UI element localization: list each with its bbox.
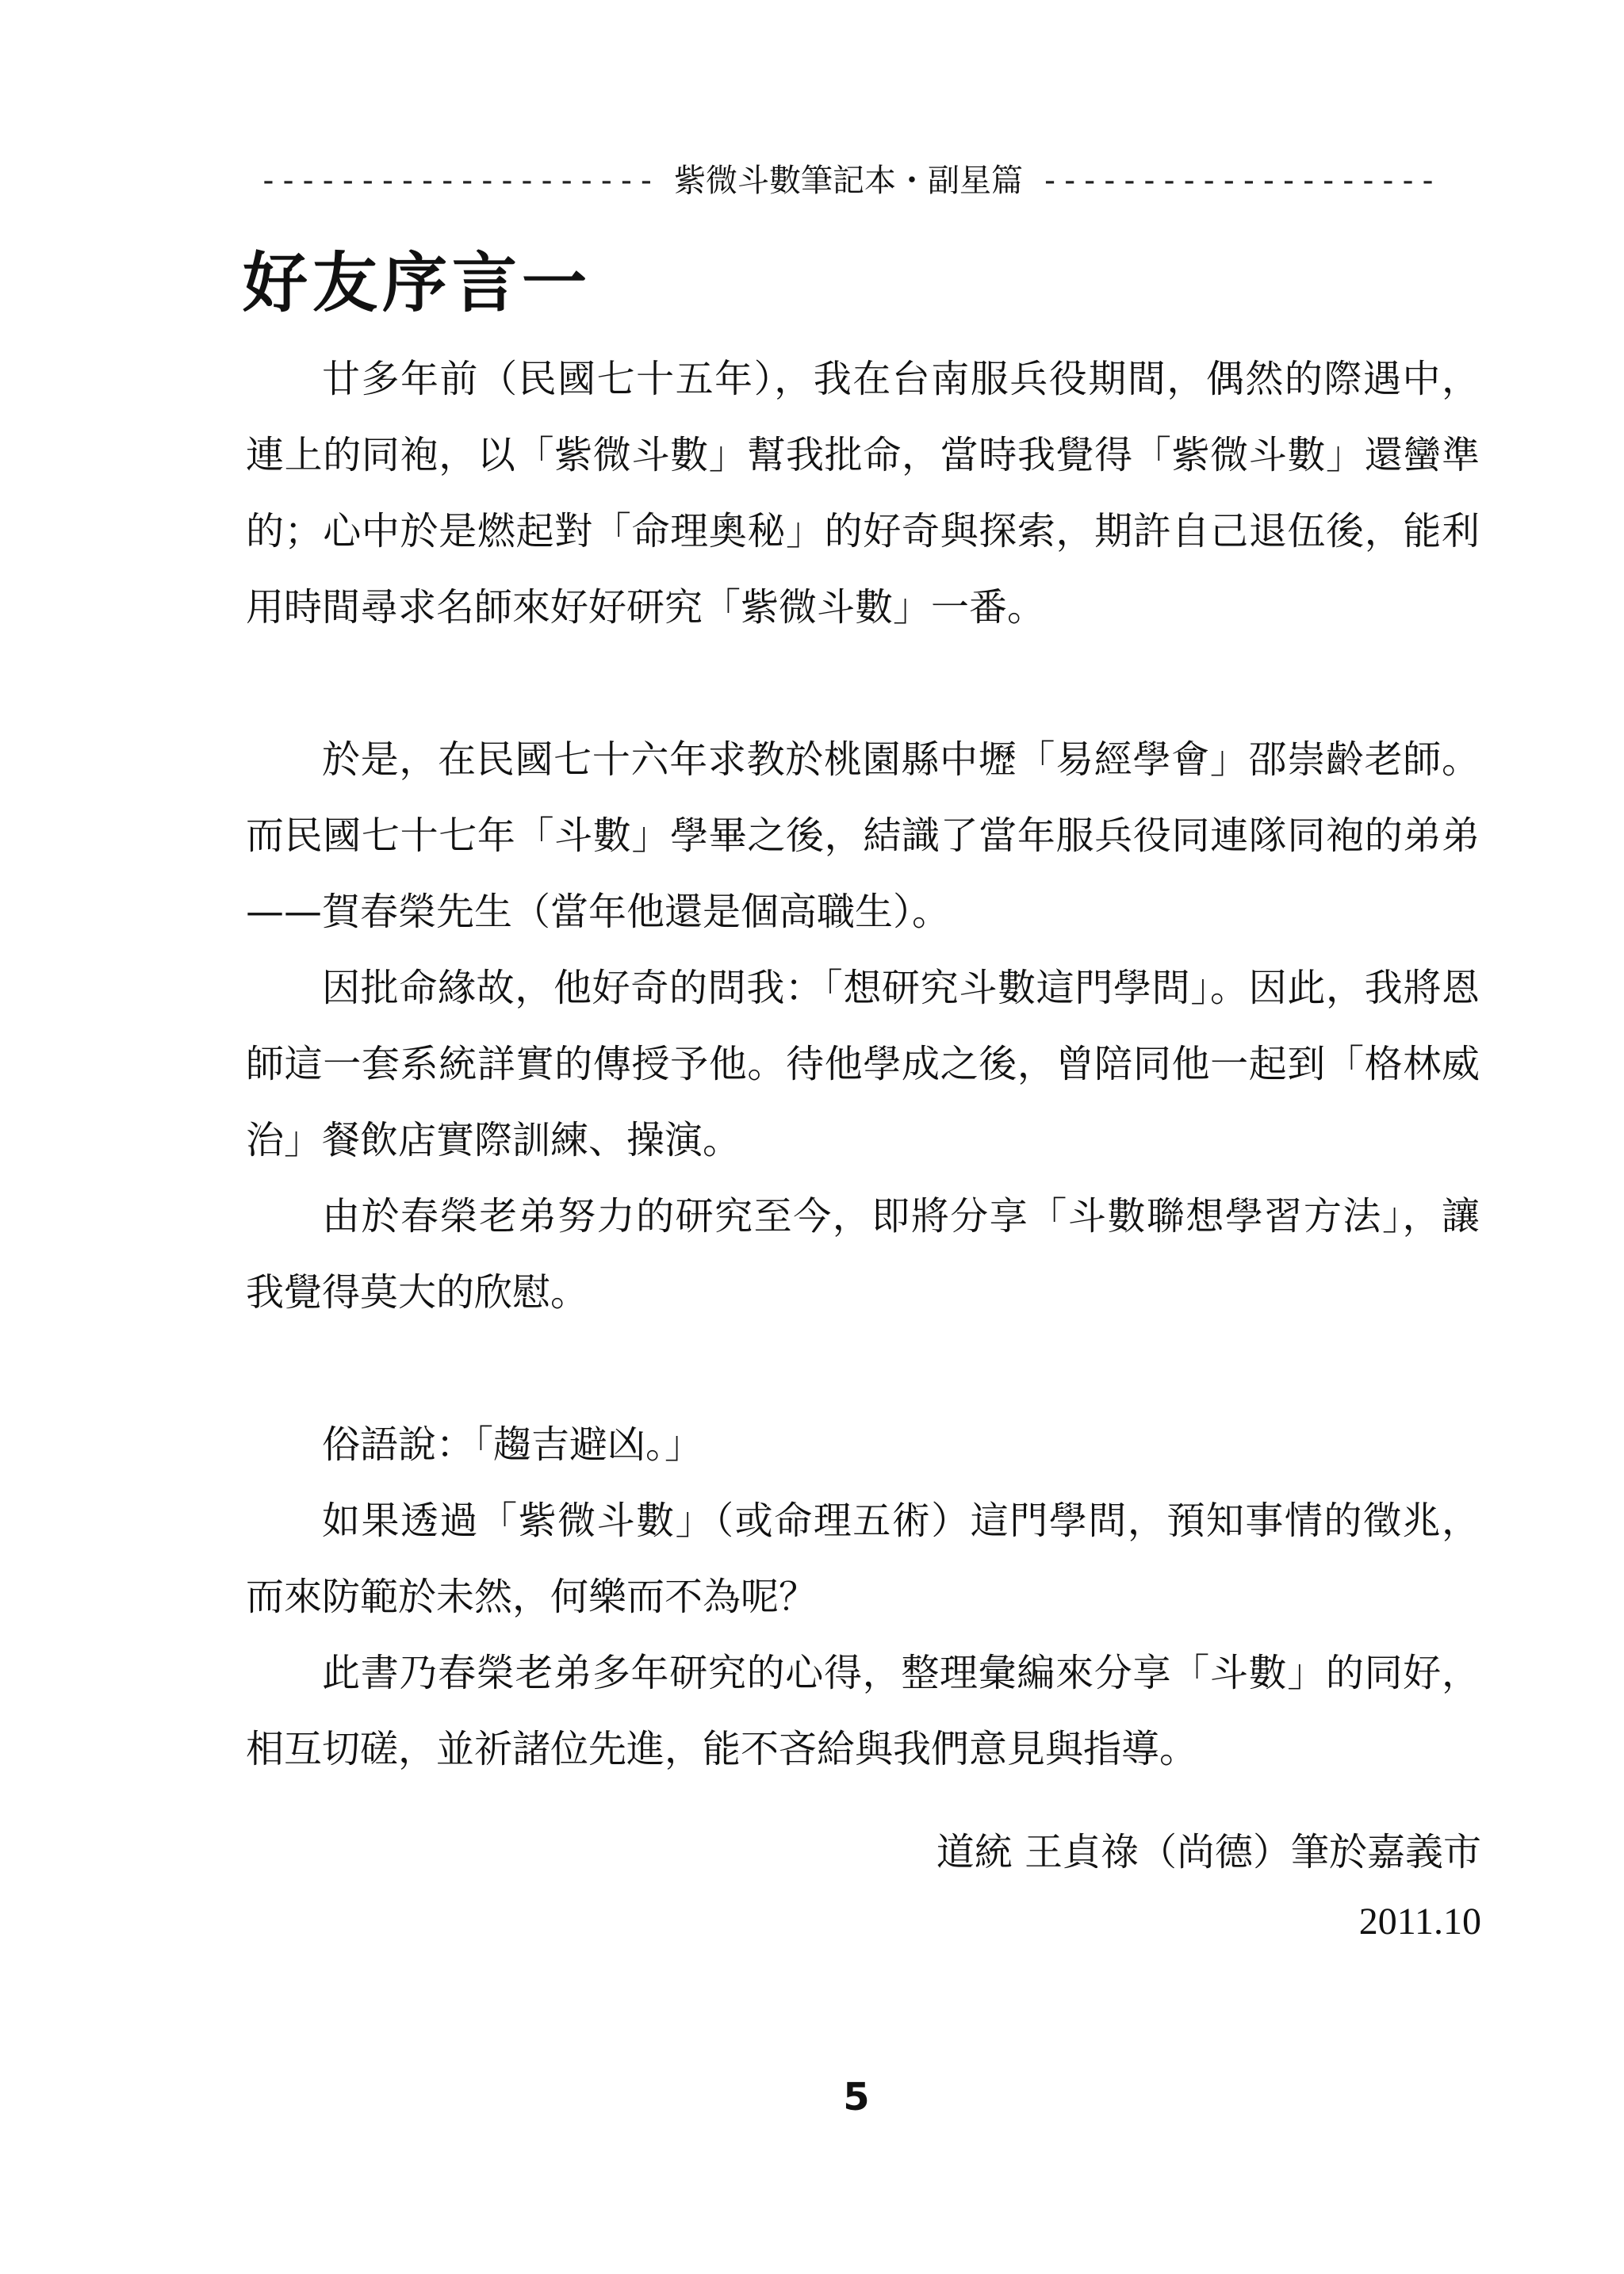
running-header bbox=[238, 157, 1459, 205]
paragraph: 廿多年前（民國七十五年），我在台南服兵役期間，偶然的際遇中，連上的同袍，以「紫微斗數」幫我批命，當時我覺得「紫微斗數」還蠻準的；心中於是燃起對「命理奧秘」的好奇與探索，期許自己退伍後，能利用時間尋求名師來好好研究「紫微斗數」一番。 bbox=[246, 357, 1480, 630]
header-rule-right: -------------------- bbox=[1040, 163, 1438, 199]
paragraph: 由於春榮老弟努力的研究至今，即將分享「斗數聯想學習方法」，讓我覺得莫大的欣慰。 bbox=[246, 1194, 1480, 1315]
book-title: 紫微斗數筆記本・副星篇 bbox=[674, 163, 1023, 199]
paragraph: 因批命緣故，他好奇的問我：「想研究斗數這門學問」。因此，我將恩師這一套系統詳實的傳授予他。待他學成之後，曾陪同他一起到「格林威治」餐飲店實際訓練、操演。 bbox=[246, 966, 1480, 1162]
page-number: 5 bbox=[843, 2075, 870, 2119]
paragraph: 於是，在民國七十六年求教於桃園縣中壢「易經學會」邵崇齡老師。而民國七十七年「斗數」學畢之後，結識了當年服兵役同連隊同袍的弟弟——賀春榮先生（當年他還是個高職生）。 bbox=[246, 737, 1480, 934]
paragraph-spacer bbox=[246, 645, 1480, 722]
paragraph: 俗語說：「趨吉避凶。」 bbox=[322, 1422, 703, 1467]
body-text bbox=[246, 341, 1480, 1787]
signature-date: 2011.10 bbox=[1358, 1901, 1481, 1943]
header-rule-left: -------------------- bbox=[259, 163, 657, 199]
author-line: 道統 王貞祿（尚德）筆於嘉義市 bbox=[936, 1830, 1481, 1874]
signature-block bbox=[936, 1817, 1481, 1957]
paragraph: 如果透過「紫微斗數」（或命理五術）這門學問，預知事情的徵兆，而來防範於未然，何樂而不為呢？ bbox=[246, 1499, 1480, 1619]
paragraph: 此書乃春榮老弟多年研究的心得，整理彙編來分享「斗數」的同好，相互切磋，並祈諸位先進，能不吝給與我們意見與指導。 bbox=[246, 1651, 1480, 1771]
paragraph-spacer bbox=[246, 1330, 1480, 1407]
section-title: 好友序言一 bbox=[243, 245, 592, 321]
